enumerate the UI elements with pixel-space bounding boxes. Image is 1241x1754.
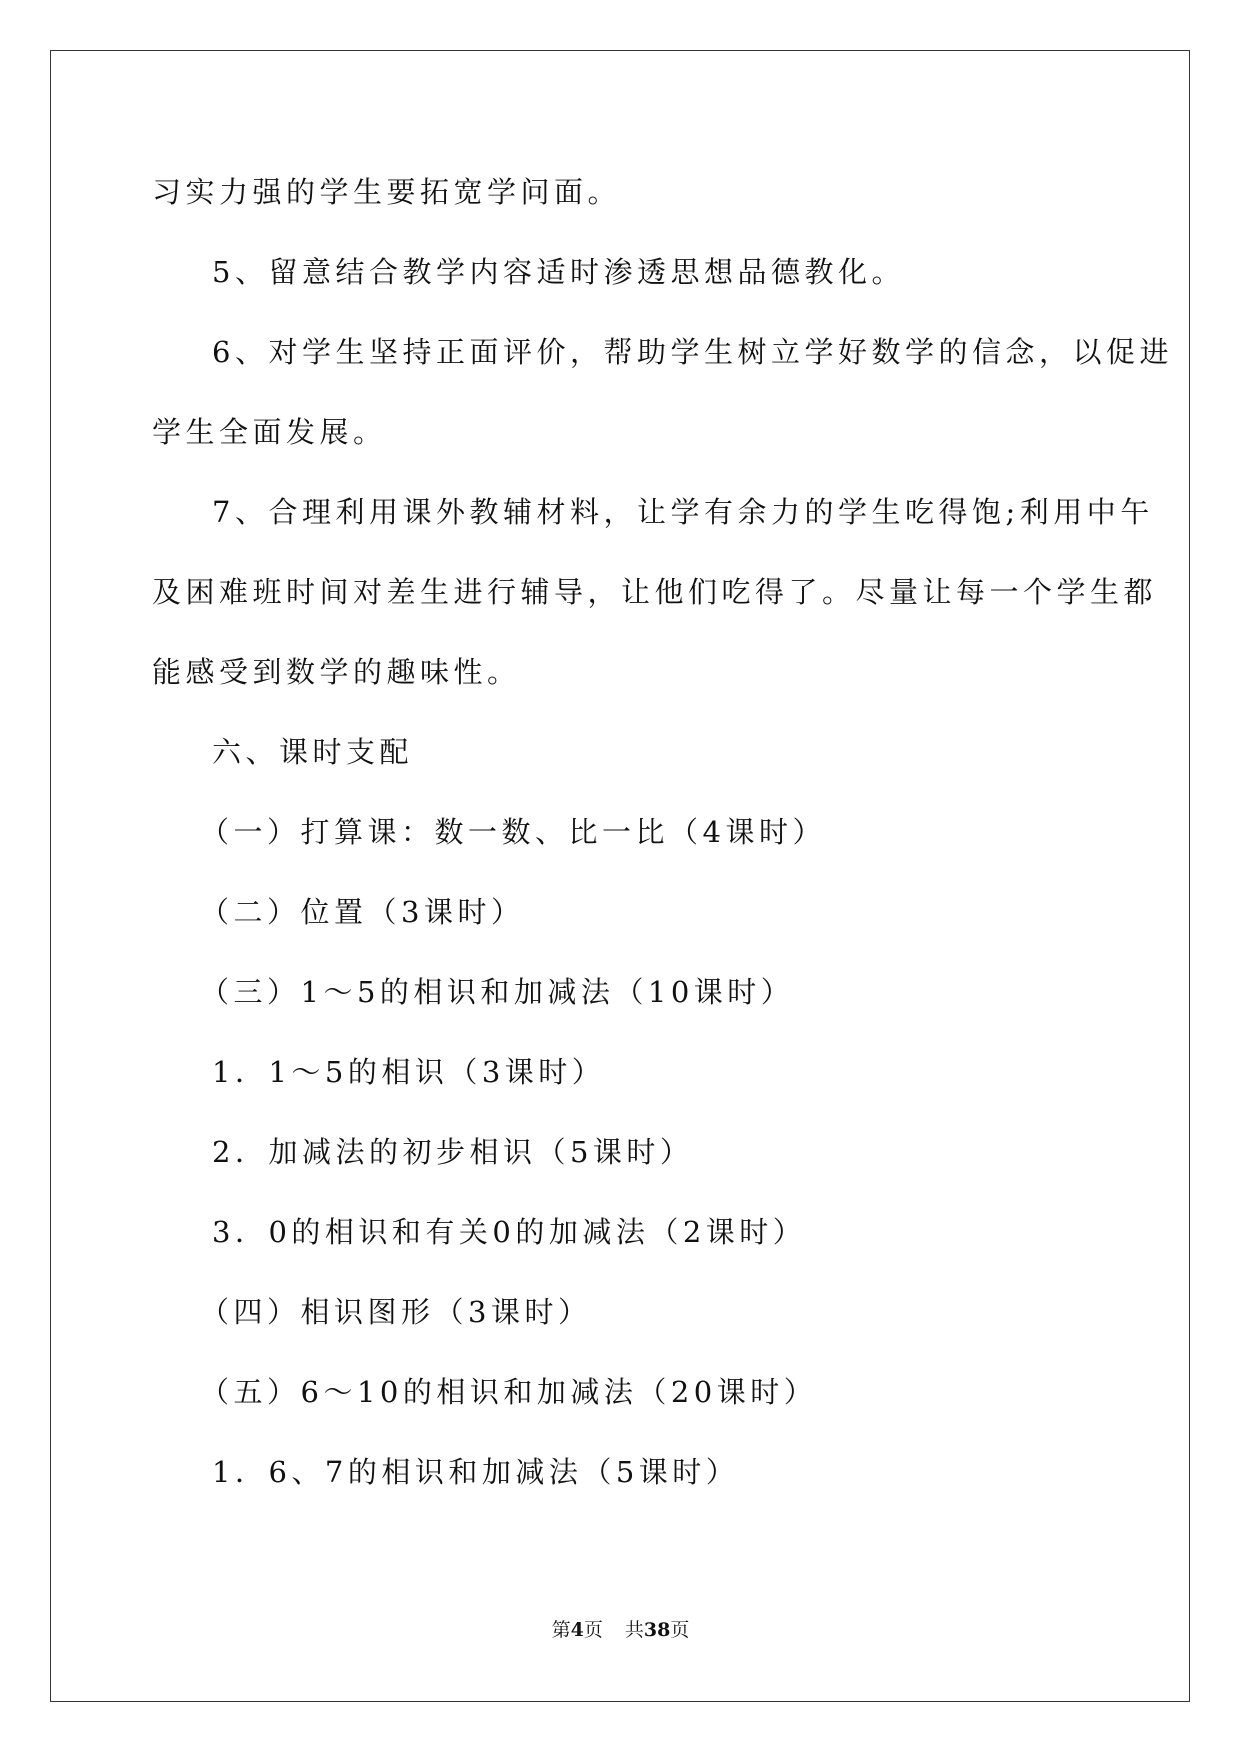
current-page-number: 4 [570,1619,584,1641]
outline-subitem: 3．0的相识和有关0的加减法（2课时） [212,1215,807,1249]
page-footer [0,1618,1241,1642]
section-heading: 六、课时支配 [212,735,414,769]
outline-item: （一）打算课：数一数、比一比（4课时） [200,815,826,849]
outline-item: （四）相识图形（3课时） [200,1295,592,1329]
outline-item: （三）1～5的相识和加减法（10课时） [200,975,795,1009]
outline-item: （五）6～10的相识和加减法（20课时） [200,1375,818,1409]
footer-total-prefix: 共 [624,1619,644,1641]
paragraph-line: 学生全面发展。 [152,415,387,449]
footer-total-suffix: 页 [670,1619,690,1641]
paragraph-line: 能感受到数学的趣味性。 [152,655,521,689]
paragraph-line: 7、合理利用课外教辅材料，让学有余力的学生吃得饱;利用中午 [212,495,1154,529]
paragraph-line: 及困难班时间对差生进行辅导，让他们吃得了。尽量让每一个学生都 [152,575,1158,609]
outline-subitem: 1．6、7的相识和加减法（5课时） [212,1455,740,1489]
outline-item: （二）位置（3课时） [200,895,525,929]
paragraph-line: 习实力强的学生要拓宽学问面。 [152,175,622,209]
paragraph-line: 5、留意结合教学内容适时渗透思想品德教化。 [212,255,905,289]
footer-prefix: 第 [551,1619,571,1641]
footer-page-suffix: 页 [583,1619,603,1641]
outline-subitem: 1．1～5的相识（3课时） [212,1055,606,1089]
outline-subitem: 2．加减法的初步相识（5课时） [212,1135,694,1169]
total-pages-number: 38 [643,1619,671,1641]
paragraph-line: 6、对学生坚持正面评价，帮助学生树立学好数学的信念，以促进 [212,335,1173,369]
